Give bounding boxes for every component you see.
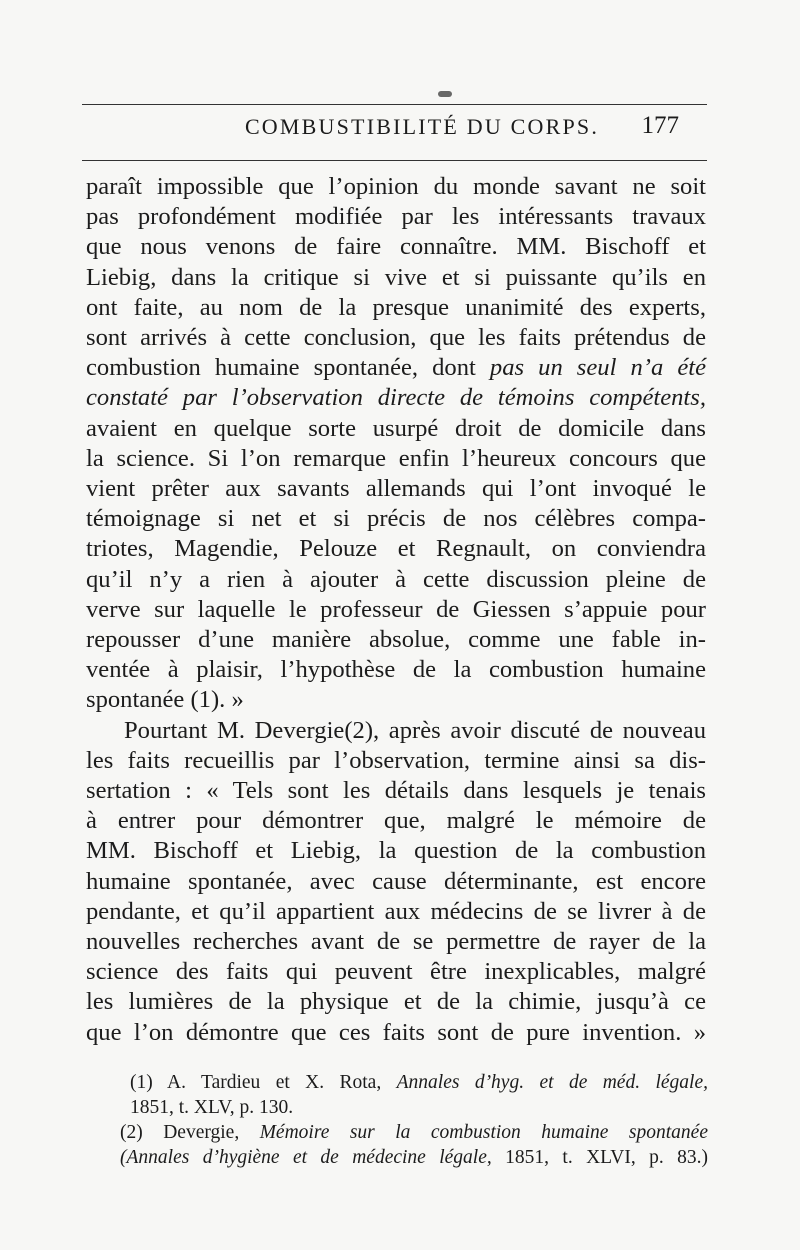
text-line: pas profondément modifiée par les intéressants travaux — [86, 203, 706, 231]
text-line: humaine spontanée, avec cause déterminante, est encore — [86, 867, 706, 895]
footnote-line: 1851, t. XLV, p. 130. — [130, 1097, 294, 1118]
header-rule-top — [82, 104, 707, 105]
text-line: pendante, et qu’il appartient aux médecins de se livrer à de — [86, 897, 706, 925]
text-line: les lumières de la physique et de la chimie, jusqu’à ce — [86, 988, 706, 1016]
header-rule-bottom — [82, 160, 707, 161]
text-segment: 1851, t. XLVI, p. 83.) — [505, 1147, 709, 1168]
text-line: avaient en quelque sorte usurpé droit de domicile dans — [86, 414, 706, 442]
footnote-line — [120, 1145, 708, 1170]
page-header — [82, 112, 707, 148]
body-text — [86, 172, 706, 1048]
footnote-line — [120, 1120, 708, 1145]
italic-segment: Mémoire sur la combustion humaine spontanée — [259, 1122, 708, 1143]
text-line: ont faite, au nom de la presque unanimité des experts, — [86, 293, 706, 321]
text-segment: (2) Devergie, — [120, 1122, 240, 1143]
text-line: spontanée (1). » — [86, 686, 244, 714]
footnote-line — [130, 1070, 708, 1095]
ink-smudge — [438, 91, 452, 97]
text-line: vient prêter aux savants allemands qui l’ont invoqué le — [86, 475, 706, 503]
text-line: les faits recueillis par l’observation, termine ainsi sa dis- — [86, 746, 706, 774]
footnote-2 — [120, 1120, 708, 1170]
text-line: qu’il n’y a rien à ajouter à cette discussion pleine de — [86, 565, 706, 593]
footnote-1 — [130, 1070, 708, 1120]
text-line: Pourtant M. Devergie(2), après avoir discuté de nouveau — [124, 716, 706, 744]
text-line: paraît impossible que l’opinion du monde savant ne soit — [86, 173, 706, 200]
text-line — [86, 383, 706, 413]
text-line: MM. Bischoff et Liebig, la question de la combustion — [86, 837, 706, 865]
text-segment: (1) A. Tardieu et X. Rota, — [130, 1072, 382, 1093]
text-line — [86, 353, 706, 383]
text-line: la science. Si l’on remarque enfin l’heureux concours que — [86, 444, 706, 472]
text-line: Liebig, dans la critique si vive et si puissante qu’ils en — [86, 263, 706, 291]
text-line: verve sur laquelle le professeur de Giessen s’appuie pour — [86, 595, 706, 623]
italic-segment: (Annales d’hygiène et de médecine légale, — [120, 1147, 492, 1168]
footnotes — [108, 1070, 708, 1170]
running-title: COMBUSTIBILITÉ DU CORPS. — [244, 114, 600, 139]
text-segment: combustion humaine spontanée, dont — [86, 354, 476, 382]
italic-segment: pas un seul n’a été — [489, 354, 706, 382]
page-number: 177 — [641, 112, 679, 139]
text-line: que l’on démontre que ces faits sont de pure invention. » — [86, 1018, 706, 1046]
text-line: triotes, Magendie, Pelouze et Regnault, on conviendra — [86, 535, 706, 563]
text-line: témoignage si net et si précis de nos célèbres compa- — [86, 505, 706, 533]
text-line: sertation : « Tels sont les détails dans lesquels je tenais — [86, 777, 706, 805]
text-line: sont arrivés à cette conclusion, que les faits prétendus de — [86, 324, 706, 352]
text-line: repousser d’une manière absolue, comme une fable in- — [86, 626, 706, 654]
text-line: nouvelles recherches avant de se permettre de rayer de la — [86, 928, 706, 956]
italic-segment: constaté par l’observation directe de témoins compétents, — [86, 384, 706, 412]
italic-segment: Annales d’hyg. et de méd. légale, — [396, 1072, 708, 1093]
text-line: à entrer pour démontrer que, malgré le mémoire de — [86, 807, 706, 835]
text-line: science des faits qui peuvent être inexplicables, malgré — [86, 958, 706, 986]
text-line: que nous venons de faire connaître. MM. Bischoff et — [86, 233, 706, 261]
text-line: ventée à plaisir, l’hypothèse de la combustion humaine — [86, 656, 706, 684]
